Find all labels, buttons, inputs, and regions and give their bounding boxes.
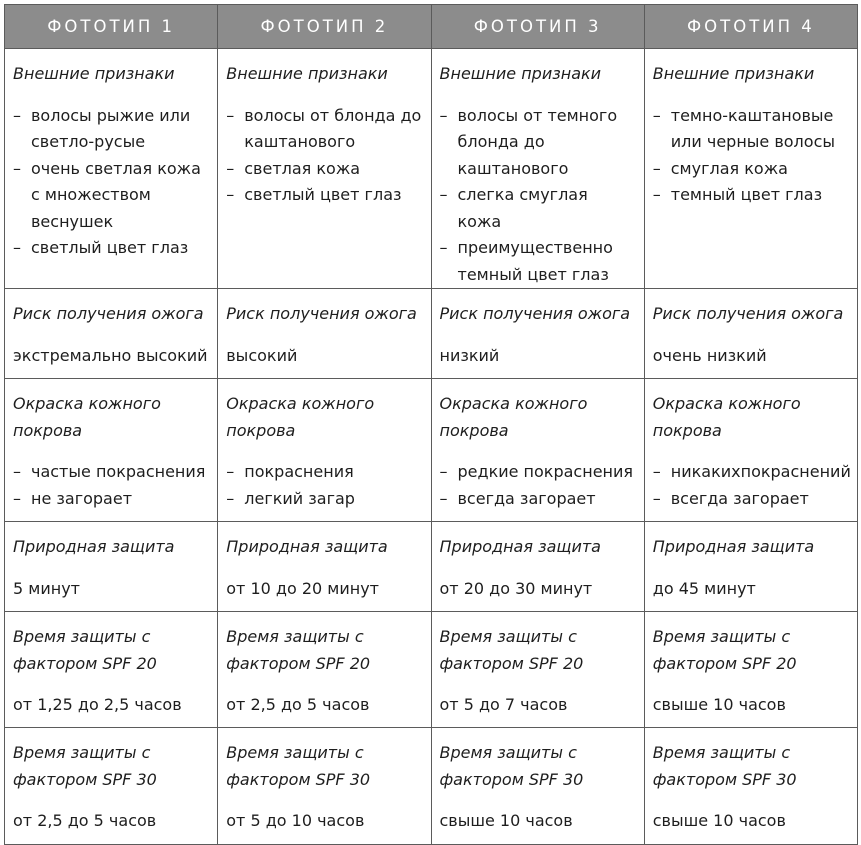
cell-value: свыше 10 часов: [652, 811, 786, 830]
cell-heading: Внешние признаки: [439, 64, 602, 83]
cell-value: от 10 до 20 минут: [226, 578, 379, 598]
phototype-table: [4, 4, 858, 845]
feature-list: [653, 103, 849, 209]
table-cell: [644, 289, 857, 379]
list-item: – частые покраснения: [13, 459, 209, 486]
table-row: [5, 522, 858, 612]
cell-value: высокий: [226, 345, 298, 365]
table-cell: [431, 49, 644, 289]
table-cell: [218, 522, 431, 612]
cell-value: от 2,5 до 5 часов: [226, 695, 370, 714]
table-cell: [644, 49, 857, 289]
list-item: – никакихпокраснений: [653, 459, 849, 486]
table-cell: [431, 289, 644, 379]
cell-heading: Природная защита: [13, 537, 175, 556]
table-cell: [5, 289, 218, 379]
feature-list: [226, 103, 422, 209]
list-item: – светлый цвет глаз: [226, 182, 422, 209]
column-header: ФОТОТИП 1: [5, 5, 218, 49]
table-cell: [218, 289, 431, 379]
table-cell: [644, 612, 857, 728]
cell-heading: Время защиты с фактором SPF 30: [13, 743, 157, 789]
feature-list: [13, 103, 209, 262]
cell-value: от 1,25 до 2,5 часов: [13, 695, 182, 714]
table-cell: [218, 379, 431, 522]
list-item: – всегда загорает: [653, 486, 849, 513]
table-cell: [5, 612, 218, 728]
cell-heading: Время защиты с фактором SPF 30: [652, 743, 797, 789]
feature-list: [13, 459, 209, 512]
list-item: – волосы рыжие или светло-русые: [13, 103, 209, 156]
cell-value: экстремально высокий: [13, 345, 208, 365]
cell-heading: Окраска кожного покрова: [226, 394, 375, 440]
list-item: – слегка смуглая кожа: [440, 182, 636, 235]
list-item: – редкие покраснения: [440, 459, 636, 486]
list-item: – смуглая кожа: [653, 156, 849, 183]
cell-value: до 45 минут: [652, 578, 756, 598]
cell-heading: Время защиты с фактором SPF 20: [13, 627, 157, 673]
list-item: – волосы от темного блонда до каштанового: [440, 103, 636, 183]
list-item: – темно-каштановые или черные волосы: [653, 103, 849, 156]
cell-heading: Внешние признаки: [226, 64, 388, 83]
cell-heading: Природная защита: [439, 537, 601, 556]
feature-list: [440, 103, 636, 289]
cell-heading: Окраска кожного покрова: [439, 394, 588, 440]
cell-heading: Риск получения ожога: [439, 304, 631, 323]
cell-value: от 20 до 30 минут: [439, 578, 593, 598]
cell-heading: Окраска кожного покрова: [13, 394, 161, 440]
table-cell: [644, 728, 857, 845]
cell-heading: Время защиты с фактором SPF 20: [439, 627, 584, 673]
cell-heading: Внешние признаки: [652, 64, 815, 83]
cell-heading: Природная защита: [652, 537, 815, 556]
table-cell: [431, 728, 644, 845]
list-item: – покраснения: [226, 459, 422, 486]
list-item: – не загорает: [13, 486, 209, 513]
table-row: [5, 289, 858, 379]
table-cell: [644, 522, 857, 612]
cell-heading: Риск получения ожога: [652, 304, 844, 323]
feature-list: [226, 459, 422, 512]
list-item: – светлая кожа: [226, 156, 422, 183]
cell-heading: Внешние признаки: [13, 64, 175, 83]
table-cell: [431, 522, 644, 612]
list-item: – очень светлая кожа с множеством веснушек: [13, 156, 209, 236]
list-item: – волосы от блонда до каштанового: [226, 103, 422, 156]
cell-value: от 5 до 10 часов: [226, 811, 365, 830]
list-item: – преимущественно темный цвет глаз: [440, 235, 636, 288]
table-cell: [5, 522, 218, 612]
table-row: [5, 379, 858, 522]
cell-value: низкий: [439, 345, 500, 365]
cell-value: от 2,5 до 5 часов: [13, 811, 157, 830]
list-item: – темный цвет глаз: [653, 182, 849, 209]
cell-heading: Окраска кожного покрова: [652, 394, 801, 440]
cell-heading: Риск получения ожога: [226, 304, 417, 323]
table-cell: [644, 379, 857, 522]
table-cell: [5, 379, 218, 522]
list-item: – легкий загар: [226, 486, 422, 513]
header-row: [5, 5, 858, 49]
cell-value: очень низкий: [652, 345, 767, 365]
cell-heading: Природная защита: [226, 537, 388, 556]
table-cell: [218, 728, 431, 845]
table-cell: [431, 379, 644, 522]
feature-list: [653, 459, 849, 512]
column-header: ФОТОТИП 4: [644, 5, 857, 49]
table-row: [5, 612, 858, 728]
cell-value: 5 минут: [13, 578, 80, 598]
cell-heading: Риск получения ожога: [13, 304, 204, 323]
cell-value: от 5 до 7 часов: [439, 695, 568, 714]
cell-heading: Время защиты с фактором SPF 20: [652, 627, 797, 673]
column-header: ФОТОТИП 2: [218, 5, 431, 49]
list-item: – всегда загорает: [440, 486, 636, 513]
list-item: – светлый цвет глаз: [13, 235, 209, 262]
table-cell: [5, 728, 218, 845]
table-row: [5, 49, 858, 289]
cell-value: свыше 10 часов: [652, 695, 786, 714]
cell-heading: Время защиты с фактором SPF 20: [226, 627, 371, 673]
cell-heading: Время защиты с фактором SPF 30: [226, 743, 371, 789]
feature-list: [440, 459, 636, 512]
table-cell: [5, 49, 218, 289]
cell-value: свыше 10 часов: [439, 811, 573, 830]
table-row: [5, 728, 858, 845]
table-cell: [431, 612, 644, 728]
cell-heading: Время защиты с фактором SPF 30: [439, 743, 584, 789]
column-header: ФОТОТИП 3: [431, 5, 644, 49]
table-cell: [218, 612, 431, 728]
table-cell: [218, 49, 431, 289]
